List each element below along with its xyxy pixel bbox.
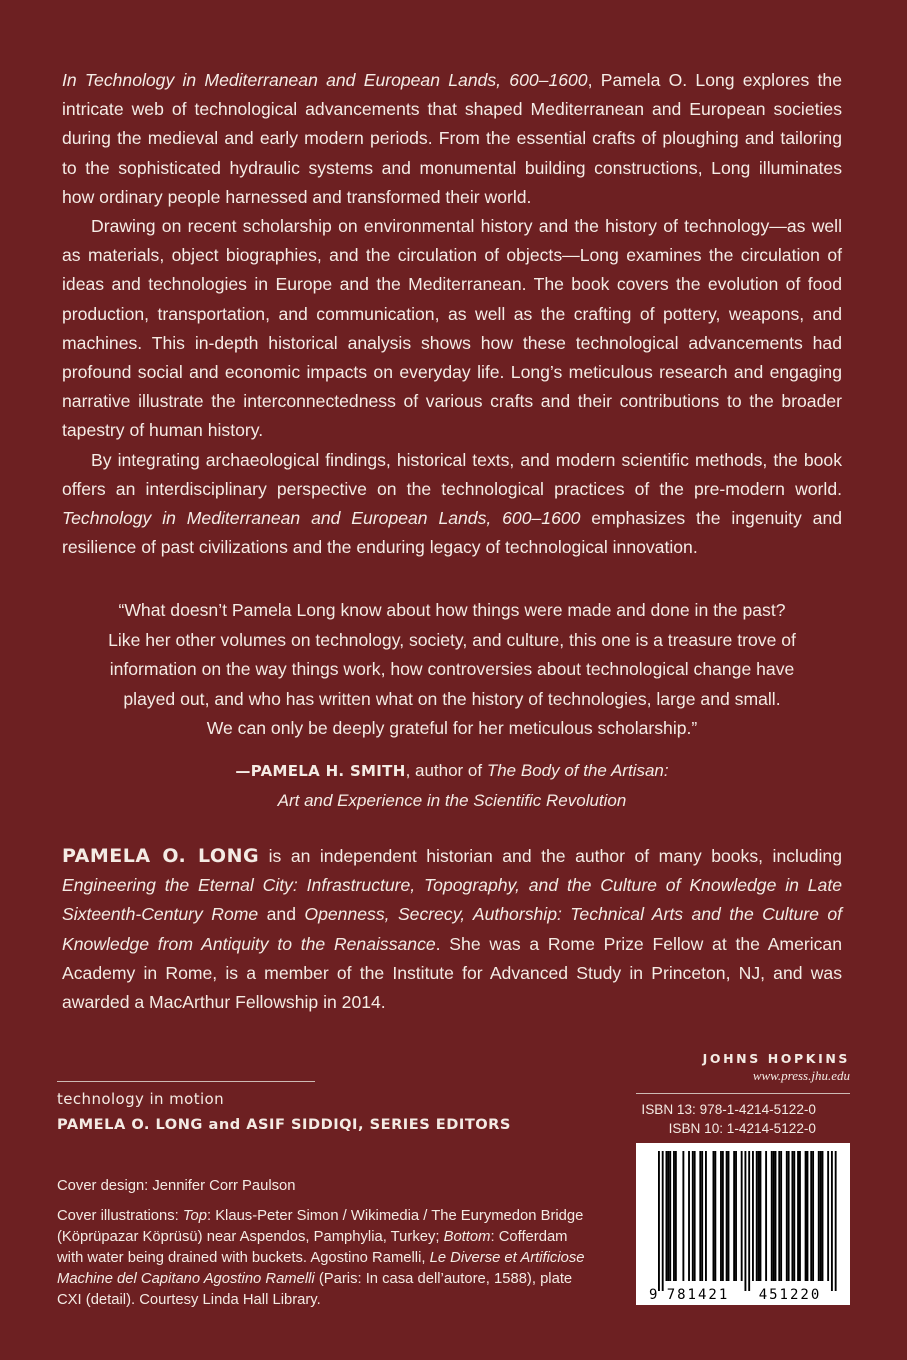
isbn-block	[636, 1100, 816, 1138]
barcode-bar	[810, 1151, 812, 1281]
barcode-bar	[669, 1151, 671, 1281]
barcode-bar	[673, 1151, 675, 1281]
barcode-bar	[699, 1151, 701, 1281]
credit-text: Cover illustrations:	[57, 1208, 183, 1224]
quote-line: We can only be deeply grateful for her meticulous scholarship.”	[206, 718, 698, 738]
barcode-bar	[799, 1151, 801, 1281]
series-editors: PAMELA O. LONG and ASIF SIDDIQI, SERIES EDITORS	[57, 1116, 511, 1133]
barcode-bar	[786, 1151, 788, 1281]
description-paragraph-3	[62, 446, 842, 563]
endorsement-quote	[62, 596, 842, 744]
barcode-bar	[662, 1151, 664, 1291]
publisher-logo	[636, 1051, 850, 1084]
barcode-bar	[775, 1151, 777, 1281]
publisher-name: JOHNS HOPKINS	[702, 1051, 850, 1066]
barcode-bar	[820, 1151, 822, 1281]
attribution-line-1	[62, 756, 842, 786]
barcode-bar	[713, 1151, 715, 1281]
barcode-bar	[805, 1151, 807, 1281]
barcode-bar	[722, 1151, 724, 1281]
publisher-divider	[636, 1093, 850, 1094]
barcode-bar	[658, 1151, 660, 1291]
barcode-bar	[831, 1151, 833, 1291]
barcode-bar	[694, 1151, 696, 1281]
barcode-bar	[682, 1151, 684, 1281]
barcode	[636, 1143, 850, 1305]
barcode-bar	[688, 1151, 690, 1281]
barcode-bar	[733, 1151, 735, 1281]
barcode-bar	[760, 1151, 762, 1281]
barcode-bar	[748, 1151, 750, 1291]
description-text: , Pamela O. Long explores the intricate web of technological advancements that shaped Mediterranean and European societies during the medieval and early modern periods. From the essential crafts of ploughing and tailoring to the sophisticated hydraulic systems and monumental building constructions, Long illuminates how ordinary people harnessed and transformed their world.	[62, 70, 842, 207]
barcode-bar	[735, 1151, 737, 1281]
barcode-bar	[726, 1151, 728, 1281]
description-paragraph-2: Drawing on recent scholarship on environmental history and the history of technology—as well as materials, object biographies, and the circulation of objects—Long examines the circulation of ideas and technologies in Europe and the Mediterranean. The book covers the evolution of food production, transportation, and communication, as well as the crafting of pottery, weapons, and machines. This in-depth historical analysis shows how these technological advancements had profound social and economic impacts on everyday life. Long’s meticulous research and engaging narrative illustrate the interconnectedness of various crafts and their contributions to the broader tapestry of human history.	[62, 216, 842, 441]
barcode-bar	[667, 1151, 669, 1281]
bio-text: is an independent historian and the author of many books, including	[259, 846, 842, 866]
barcode-bar	[818, 1151, 820, 1281]
credit-text: : Cofferdam with water being drained with buckets. Agostino Ramelli,	[57, 1229, 568, 1266]
book-description	[62, 66, 842, 562]
series-name: technology in motion	[57, 1090, 225, 1108]
cover-illustration-credit	[57, 1206, 597, 1311]
barcode-bar	[773, 1151, 775, 1281]
barcode-bar	[701, 1151, 703, 1281]
quote-line: Like her other volumes on technology, society, and culture, this one is a treasure trove of	[108, 629, 796, 650]
barcode-bar	[812, 1151, 814, 1281]
barcode-bar	[666, 1151, 668, 1281]
barcode-bar	[720, 1151, 722, 1281]
endorser-book-title: The Body of the Artisan:	[486, 761, 669, 780]
barcode-bar	[835, 1151, 837, 1291]
endorser-book-title: Art and Experience in the Scientific Revolution	[277, 791, 627, 810]
barcode-bar	[714, 1151, 716, 1281]
barcode-bar	[741, 1151, 743, 1281]
barcode-bar	[778, 1151, 780, 1281]
barcode-bar	[728, 1151, 730, 1281]
barcode-bar	[807, 1151, 809, 1281]
attribution-line-2	[62, 786, 842, 815]
endorser-name: —PAMELA H. SMITH	[235, 762, 406, 780]
barcode-bar	[758, 1151, 760, 1281]
quote-line: played out, and who has written what on the history of technologies, large and small.	[123, 688, 781, 709]
barcode-bar	[788, 1151, 790, 1281]
book-title-italic: Technology in Mediterranean and European Lands, 600–1600	[62, 508, 581, 529]
isbn-13: ISBN 13: 978-1-4214-5122-0	[641, 1102, 816, 1117]
attribution-text: , author of	[405, 761, 487, 780]
credit-text: : Klaus-Peter Simon / Wikimedia / The Eurymedon Bridge (Köprüpazar Köprüsü) near Aspendos, Pamphylia, Turkey;	[57, 1208, 584, 1245]
barcode-bar	[752, 1151, 754, 1281]
barcode-digits-right: 451220	[758, 1287, 822, 1303]
series-divider	[57, 1081, 315, 1082]
barcode-bar	[780, 1151, 782, 1281]
bio-book-title: Engineering the Eternal City: Infrastructure, Topography, and the Culture of Knowledge in Late Sixteenth-Century Rome	[62, 875, 842, 925]
credit-italic: Le Diverse et Artificiose Machine del Capitano Agostino Ramelli	[57, 1250, 585, 1287]
barcode-bar	[744, 1151, 746, 1291]
credit-italic: Bottom	[443, 1229, 491, 1245]
barcode-bar	[705, 1151, 707, 1281]
cover-design-credit: Cover design: Jennifer Corr Paulson	[57, 1178, 296, 1194]
author-name: PAMELA O. LONG	[62, 845, 260, 867]
author-bio	[62, 842, 842, 1017]
barcode-bar	[793, 1151, 795, 1281]
barcode-bar	[822, 1151, 824, 1281]
credit-text: (Paris: In casa dell’autore, 1588), plate CXI (detail). Courtesy Linda Hall Library.	[57, 1271, 573, 1308]
barcode-digit-first: 9	[649, 1287, 658, 1303]
barcode-digits-left: 781421	[666, 1287, 730, 1303]
description-text: By integrating archaeological findings, historical texts, and modern scientific methods, the book offers an interdisciplinary perspective on the technological practices of the pre-modern world.	[62, 449, 842, 499]
book-title-italic: In Technology in Mediterranean and European Lands, 600–1600	[62, 70, 588, 90]
barcode-bar	[692, 1151, 694, 1281]
bio-text: and	[258, 904, 305, 925]
description-text: emphasizes the ingenuity and resilience of past civilizations and the enduring legacy of technological innovation.	[62, 508, 843, 558]
bio-book-title: Openness, Secrecy, Authorship: Technical Arts and the Culture of Knowledge from Antiquity to the Renaissance	[62, 904, 842, 954]
publisher-url: www.press.jhu.edu	[752, 1068, 850, 1083]
barcode-bar	[791, 1151, 793, 1281]
barcode-graphic	[636, 1143, 850, 1305]
barcode-bar	[765, 1151, 767, 1281]
barcode-bar	[675, 1151, 677, 1281]
barcode-bar	[827, 1151, 829, 1281]
barcode-bar	[756, 1151, 758, 1281]
cover-credits	[57, 1176, 597, 1311]
description-paragraph-1	[62, 66, 842, 212]
credit-italic: Top	[182, 1208, 207, 1224]
quote-line: “What doesn’t Pamela Long know about how things were made and done in the past?	[118, 600, 786, 620]
quote-attribution	[62, 756, 842, 815]
bio-text: . She was a Rome Prize Fellow at the American Academy in Rome, is a member of the Institute for Advanced Study in Princeton, NJ, and was awarded a MacArthur Fellowship in 2014.	[62, 933, 842, 1013]
barcode-bar	[771, 1151, 773, 1281]
barcode-bar	[797, 1151, 799, 1281]
quote-line: information on the way things work, how controversies about technological change have	[109, 659, 795, 679]
isbn-10: ISBN 10: 1-4214-5122-0	[668, 1121, 816, 1136]
